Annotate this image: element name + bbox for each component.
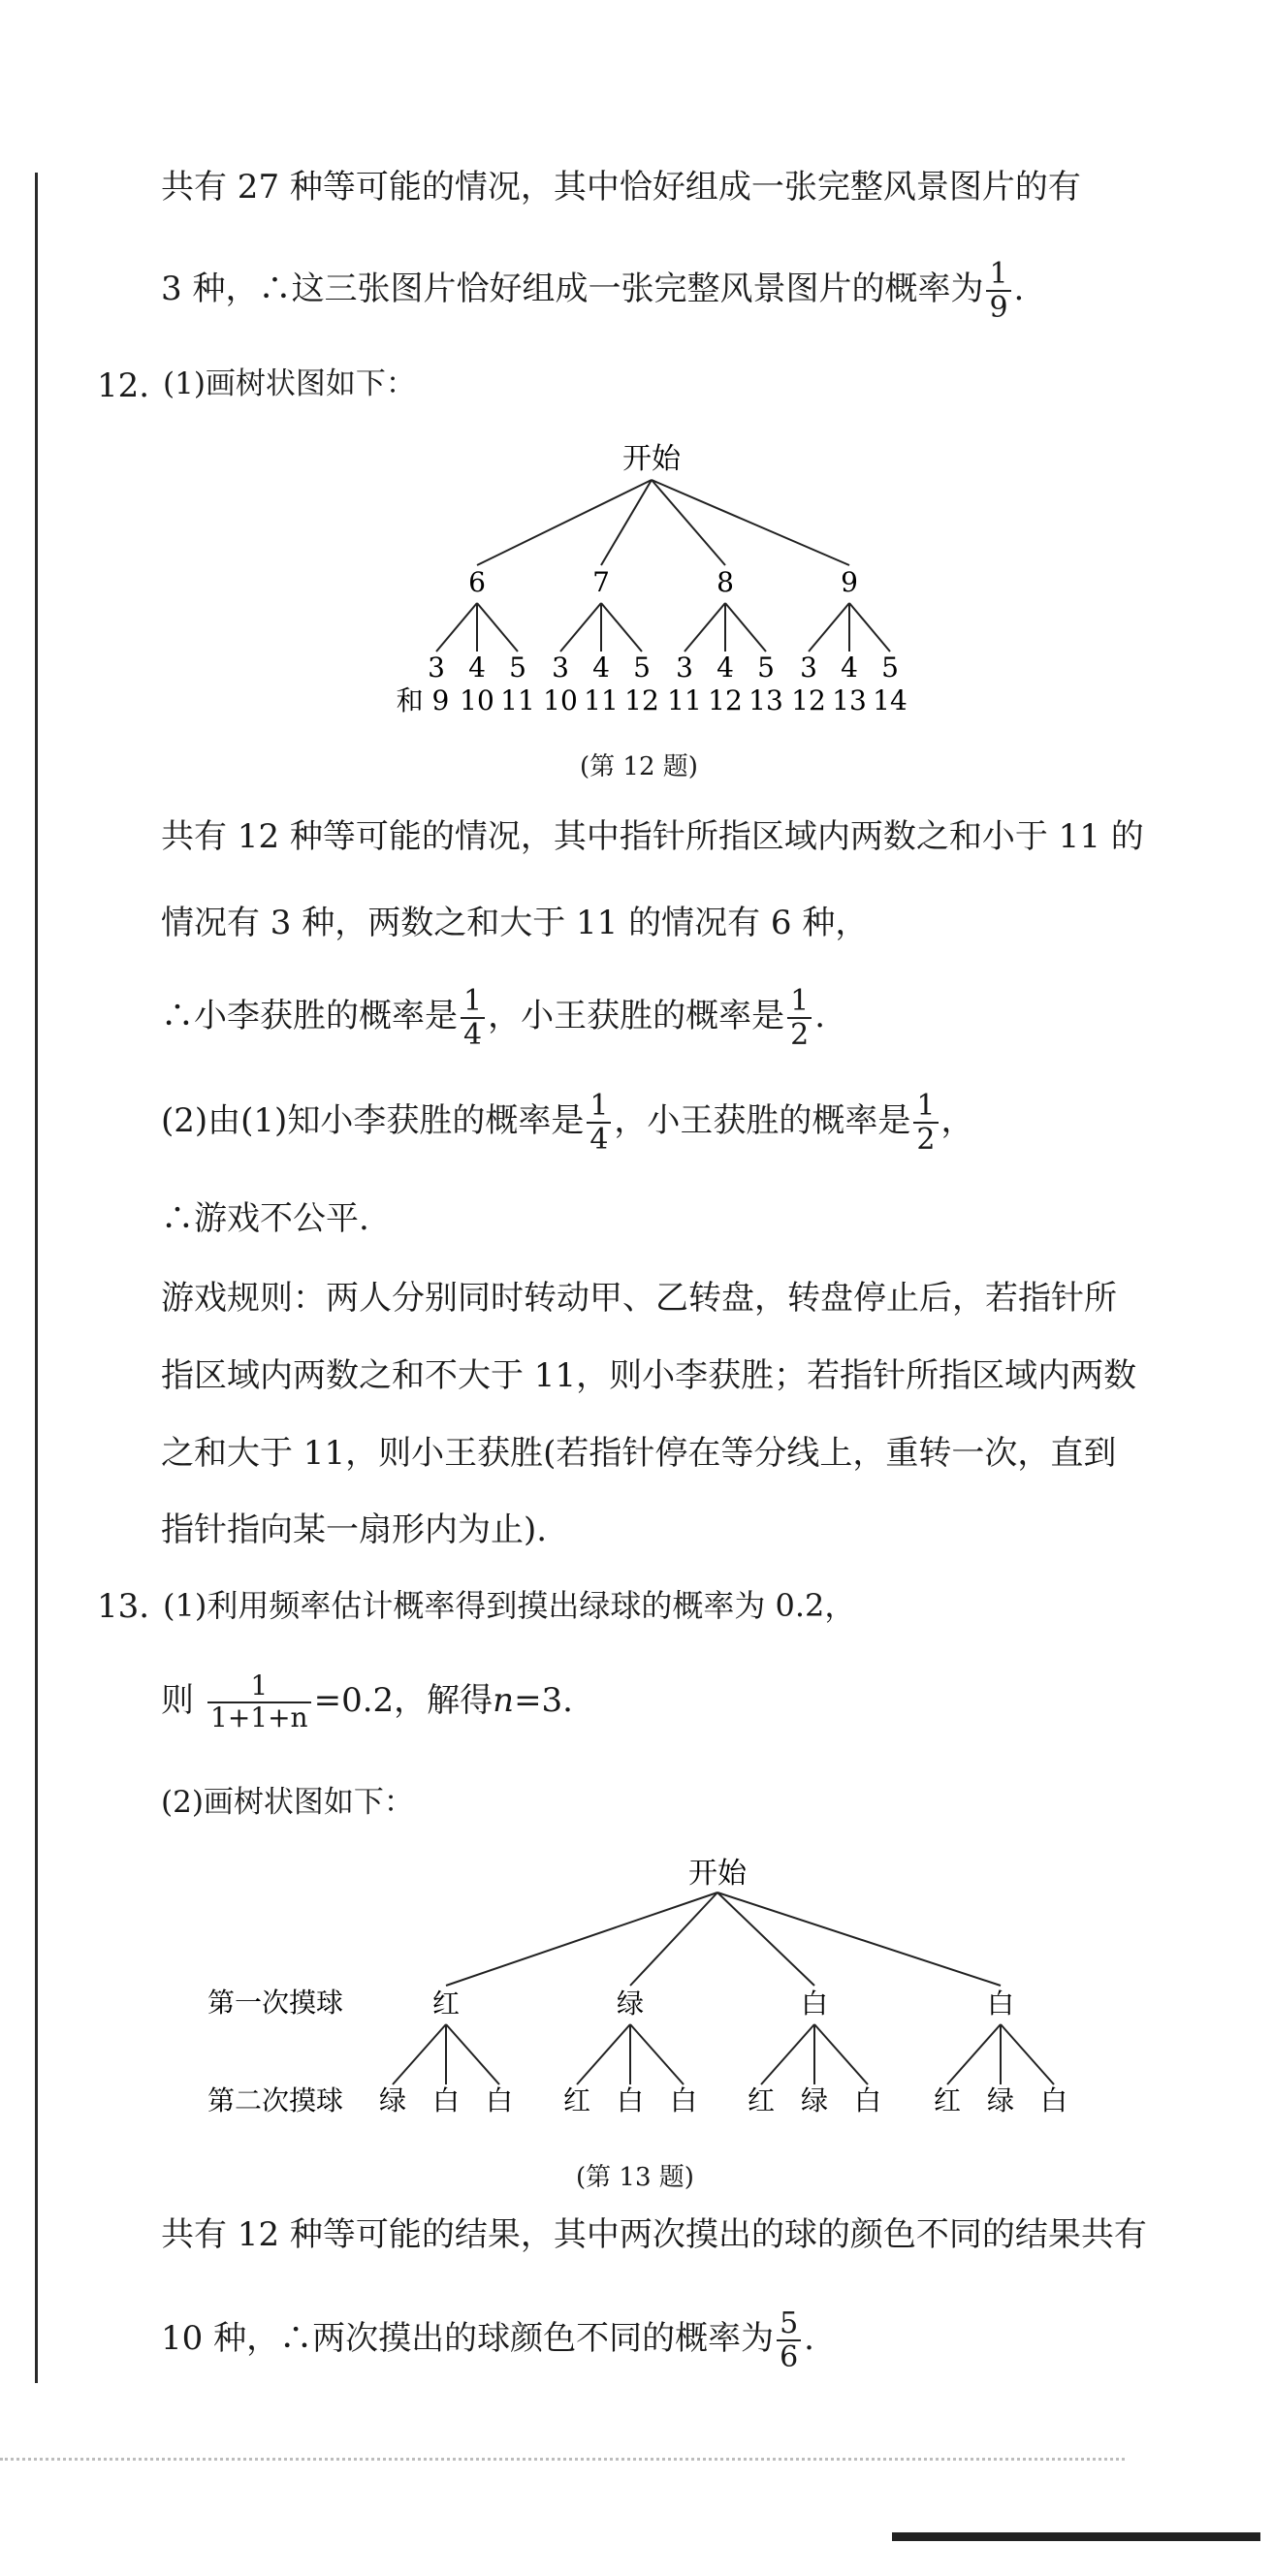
text-line: 指针指向某一扇形内为止). <box>161 1511 548 1549</box>
tree-leaf: 4 <box>717 652 734 684</box>
tree-leaf: 白 <box>1039 2084 1068 2116</box>
tree-leaf: 红 <box>747 2084 776 2116</box>
tree-node: 6 <box>468 566 486 598</box>
tree-leaf: 绿 <box>378 2084 407 2116</box>
text-span: . <box>814 997 825 1035</box>
tree-edge <box>577 2024 630 2084</box>
tree-leaf: 绿 <box>800 2084 829 2116</box>
tree-sum: 10 <box>460 684 494 716</box>
tree-node: 8 <box>717 566 734 598</box>
part-intro: (2)画树状图如下： <box>161 1785 414 1820</box>
variable: n <box>493 1680 515 1720</box>
tree-nodes <box>379 1988 1067 2116</box>
fraction-denominator: 9 <box>989 291 1008 325</box>
tree-root: 开始 <box>622 442 681 476</box>
tree-node: 7 <box>592 566 610 598</box>
figure-caption: (第 13 题) <box>576 2163 694 2192</box>
tree-node: 9 <box>841 566 858 598</box>
fraction <box>777 2307 801 2373</box>
text-span: ，小王获胜的概率是 <box>614 1101 911 1140</box>
tree-leaf: 绿 <box>986 2084 1015 2116</box>
text-span: 10 种，∴两次摸出的球颜色不同的概率为 <box>161 2319 775 2358</box>
question-number: 12. <box>97 366 150 405</box>
tree-leaf: 3 <box>800 652 817 684</box>
tree-edge <box>393 2024 446 2084</box>
fraction-numerator: 1 <box>913 1090 938 1124</box>
text-line: 游戏规则：两人分别同时转动甲、乙转盘，转盘停止后，若指针所 <box>161 1279 1117 1318</box>
tree-edge <box>814 2024 868 2084</box>
text-line: 共有 27 种等可能的情况，其中恰好组成一张完整风景图片的有 <box>161 168 1081 207</box>
fraction-numerator: 1 <box>207 1671 311 1703</box>
text-span: ，小王获胜的概率是 <box>488 997 785 1035</box>
question-number: 13. <box>97 1587 150 1626</box>
tree-sum: 14 <box>873 684 908 716</box>
text-line: ∴游戏不公平. <box>161 1199 369 1238</box>
fraction-numerator: 1 <box>587 1090 611 1124</box>
tree-leaf: 白 <box>485 2084 514 2116</box>
tree-sum: 10 <box>543 684 578 716</box>
text-span: . <box>1013 270 1025 308</box>
tree-node: 白 <box>986 1988 1015 2019</box>
fraction-numerator: 5 <box>777 2307 801 2341</box>
text-line: 情况有 3 种，两数之和大于 11 的情况有 6 种， <box>161 904 869 942</box>
text-span: =3. <box>514 1680 573 1720</box>
text-span: 则 <box>161 1680 194 1720</box>
tree-edge <box>717 1892 814 1986</box>
tree-root: 开始 <box>688 1857 747 1891</box>
tree-edge <box>446 1892 717 1986</box>
text-span: =0.2，解得 <box>313 1680 494 1720</box>
text-line-with-fraction <box>161 2307 814 2373</box>
tree-leaf: 红 <box>933 2084 962 2116</box>
tree-leaf: 4 <box>592 652 610 684</box>
text-span: . <box>804 2319 814 2358</box>
tree-node: 绿 <box>616 1988 645 2019</box>
fraction-numerator: 1 <box>461 985 485 1019</box>
tree-sum: 12 <box>708 684 743 716</box>
tree-leaf: 白 <box>431 2084 461 2116</box>
fraction-numerator: 1 <box>986 258 1010 292</box>
text-line: (1)利用频率估计概率得到摸出绿球的概率为 0.2， <box>163 1587 856 1624</box>
tree-sum: 13 <box>832 684 867 716</box>
text-line: 共有 12 种等可能的结果，其中两次摸出的球的颜色不同的结果共有 <box>161 2215 1147 2254</box>
fraction-denominator: 4 <box>589 1123 609 1157</box>
tree-leaf: 白 <box>853 2084 882 2116</box>
row-label-second-draw: 第二次摸球 <box>207 2084 344 2116</box>
tree-sum: 12 <box>791 684 826 716</box>
tree-leaf: 3 <box>428 652 445 684</box>
text-span: ∴小李获胜的概率是 <box>161 997 458 1035</box>
text-span: 3 种，∴这三张图片恰好组成一张完整风景图片的概率为 <box>161 270 984 308</box>
part-intro: (1)画树状图如下： <box>163 366 416 401</box>
tree-leaf: 白 <box>616 2084 645 2116</box>
text-span: (2)由(1)知小李获胜的概率是 <box>161 1101 585 1140</box>
tree-leaf: 白 <box>669 2084 698 2116</box>
tree-leaf: 3 <box>552 652 569 684</box>
tree-sum: 和 9 <box>396 684 450 716</box>
fraction-denominator: 2 <box>790 1018 810 1052</box>
tree-leaf: 5 <box>757 652 775 684</box>
fraction-denominator: 4 <box>463 1018 483 1052</box>
fraction-numerator: 1 <box>787 985 812 1019</box>
row-label-first-draw: 第一次摸球 <box>207 1987 344 2019</box>
tree-leaf: 5 <box>881 652 899 684</box>
tree-sum: 11 <box>584 684 619 716</box>
tree-edge <box>947 2024 1001 2084</box>
text-line: 指区域内两数之和不大于 11，则小李获胜；若指针所指区域内两数 <box>161 1356 1137 1395</box>
tree-leaf: 5 <box>509 652 526 684</box>
tree-edge <box>630 2024 684 2084</box>
tree-sum: 13 <box>748 684 783 716</box>
fraction-denominator: 2 <box>916 1123 936 1157</box>
dotted-divider <box>0 2458 1125 2461</box>
tree-edge <box>1001 2024 1054 2084</box>
text-span: ， <box>940 1101 974 1140</box>
tree-leaf: 4 <box>841 652 858 684</box>
tree-leaf: 3 <box>676 652 693 684</box>
tree-sum: 12 <box>624 684 659 716</box>
tree-edge <box>761 2024 814 2084</box>
text-line: 之和大于 11，则小王获胜(若指针停在等分线上，重转一次，直到 <box>161 1434 1117 1473</box>
tree-edge <box>717 1892 1001 1986</box>
text-line: 共有 12 种等可能的情况，其中指针所指区域内两数之和小于 11 的 <box>161 817 1144 856</box>
tree-leaf: 红 <box>562 2084 591 2116</box>
tree-node: 红 <box>431 1988 461 2019</box>
fraction-denominator: 6 <box>780 2340 799 2374</box>
tree-branch-lines <box>393 1892 1054 2084</box>
figure-caption: (第 12 题) <box>580 752 698 781</box>
tree-sum: 11 <box>667 684 702 716</box>
tree-leaf: 5 <box>633 652 651 684</box>
tree-edge <box>446 2024 499 2084</box>
bottom-bar <box>892 2532 1260 2541</box>
fraction-denominator: 1+1+n <box>210 1701 308 1733</box>
tree-node: 白 <box>800 1988 829 2019</box>
tree-leaf: 4 <box>468 652 486 684</box>
tree-sum: 11 <box>500 684 535 716</box>
